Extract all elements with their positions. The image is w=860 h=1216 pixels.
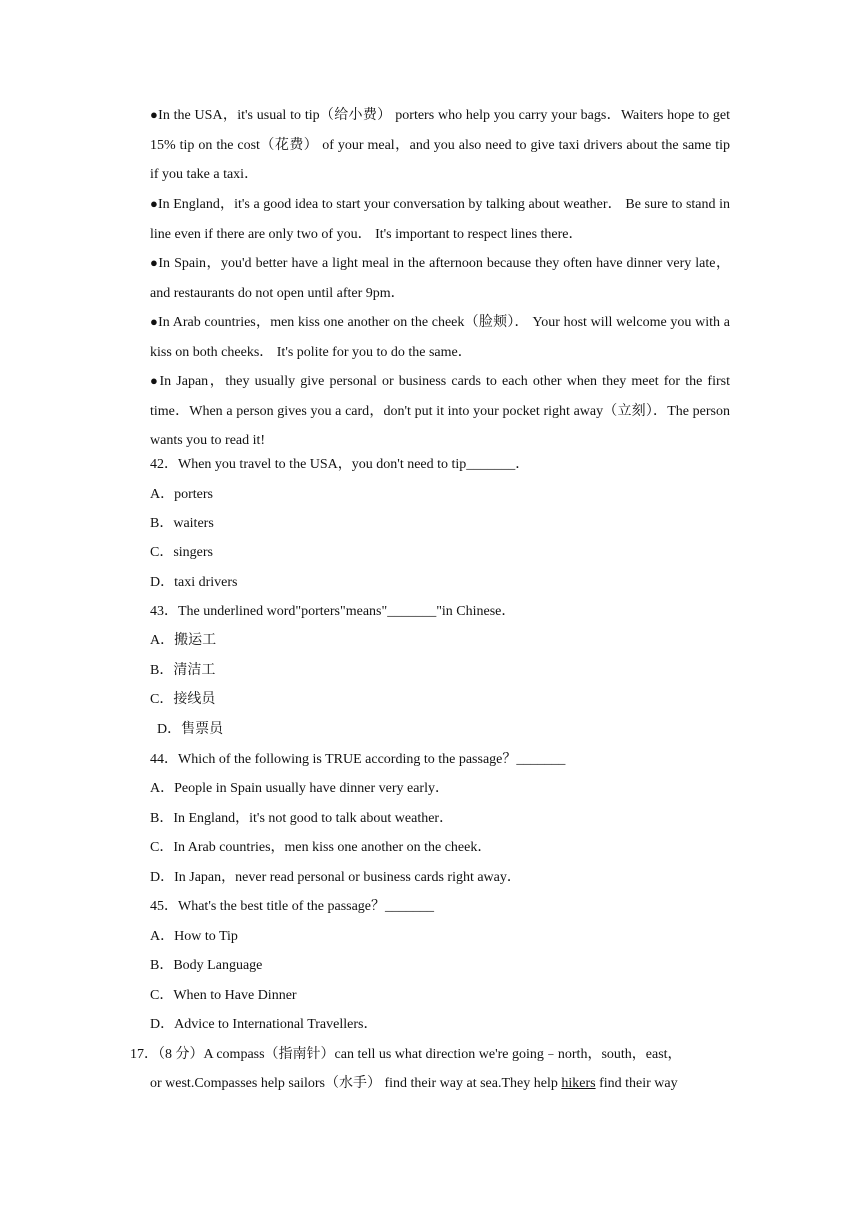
paragraph-usa-text: In the USA，it's usual to tip（给小费） porters who help you carry your bags．Waiters hope to get 15% tip on the cost（花费） of your meal，and you also need to give taxi drivers about the same tip if you take a taxi． xyxy=(150,108,730,182)
question-45-stem: 45．What's the best title of the passage？_______ xyxy=(150,899,435,914)
question-44-option-c: C．In Arab countries，men kiss one another on the cheek． xyxy=(150,840,492,855)
question-44-option-a: A．People in Spain usually have dinner very early． xyxy=(150,781,449,796)
paragraph-arab-text: In Arab countries，men kiss one another on the cheek（脸颊）． Your host will welcome you with a kiss on both cheeks． It's polite for you to do the same． xyxy=(150,315,730,360)
bullet-icon: ● xyxy=(150,314,159,329)
paragraph-england-text: In England，it's a good idea to start your conversation by talking about weather． Be sure to stand in line even if there are only two of you． It's important to respect lines there． xyxy=(150,197,730,242)
question-42-option-c: C．singers xyxy=(150,545,213,560)
question-43-option-d: D．售票员 xyxy=(157,722,224,737)
paragraph-japan-text: In Japan，they usually give personal or business cards to each other when they meet for the first time．When a person gives you a card，don't put it into your pocket right away（立刻）．The person wants you to read it! xyxy=(150,374,730,448)
paragraph-spain xyxy=(150,248,730,308)
question-42-option-a: A．porters xyxy=(150,487,213,502)
question-44-option-b: B．In England，it's not good to talk about weather． xyxy=(150,811,454,826)
section-17-text-1: （8 分）A compass（指南针）can tell us what direction we're going﹣north，south，east， xyxy=(158,1047,682,1062)
question-43-option-a: A．搬运工 xyxy=(150,633,217,648)
question-43-option-b: B．清洁工 xyxy=(150,663,216,678)
bullet-icon: ● xyxy=(150,107,159,122)
question-45-option-a: A．How to Tip xyxy=(150,929,238,944)
section-17-text-2b: find their way xyxy=(595,1076,678,1091)
question-45-option-d: D．Advice to International Travellers． xyxy=(150,1017,378,1032)
paragraph-spain-text: In Spain，you'd better have a light meal in the afternoon because they often have dinner very late，and restaurants do not open until after 9pm． xyxy=(150,256,730,301)
paragraph-usa xyxy=(150,100,730,190)
bullet-icon: ● xyxy=(150,373,160,388)
paragraph-japan xyxy=(150,366,730,456)
question-44-stem: 44．Which of the following is TRUE according to the passage？_______ xyxy=(150,752,566,767)
question-42-stem: 42．When you travel to the USA，you don't need to tip_______． xyxy=(150,457,530,472)
question-42-option-b: B．waiters xyxy=(150,516,214,531)
paragraph-arab xyxy=(150,307,730,367)
underlined-word-hikers: hikers xyxy=(561,1076,596,1091)
paragraph-england xyxy=(150,189,730,249)
question-43-stem: 43．The underlined word"porters"means"_______"in Chinese． xyxy=(150,604,516,619)
section-17-text-2a: or west.Compasses help sailors（水手） find their way at sea.They help xyxy=(150,1076,562,1091)
bullet-icon: ● xyxy=(150,196,158,211)
section-17-line-1 xyxy=(130,1045,682,1065)
question-45-option-c: C．When to Have Dinner xyxy=(150,988,297,1003)
question-42-option-d: D．taxi drivers xyxy=(150,575,238,590)
question-43-option-c: C．接线员 xyxy=(150,692,216,707)
question-44-option-d: D．In Japan，never read personal or business cards right away． xyxy=(150,870,521,885)
section-17-line-2 xyxy=(150,1074,678,1094)
question-45-option-b: B．Body Language xyxy=(150,958,263,973)
bullet-icon: ● xyxy=(150,255,159,270)
section-17-number: 17． xyxy=(130,1047,158,1062)
